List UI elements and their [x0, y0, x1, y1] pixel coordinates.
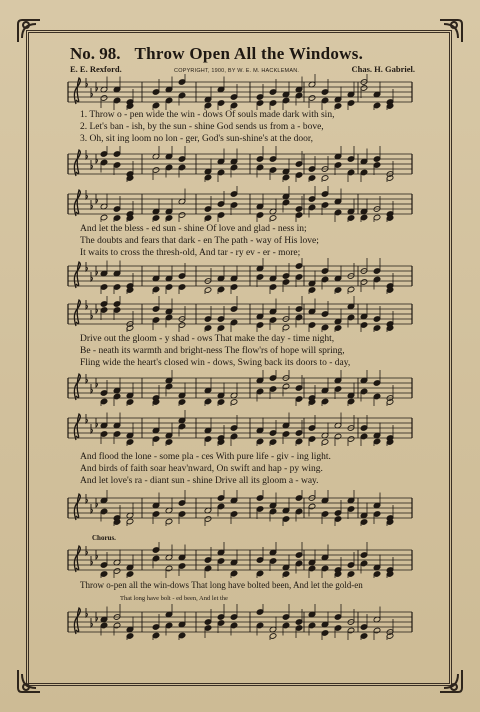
chorus-lyric-line: Throw o-pen all the win-dows That long have bolted been, And let the gold-en	[80, 580, 363, 590]
music-staff-treble	[64, 186, 416, 222]
verse-3-line-4: And let love's ra - diant sun - shine Drive all its gloom a - way.	[80, 476, 319, 486]
composer: Chas. H. Gabriel.	[351, 64, 415, 74]
verse-1-line-2: And let the bless - ed sun - shine Of love and glad - ness in;	[80, 224, 307, 234]
music-staff-treble	[64, 74, 416, 110]
verse-3-line-2: It waits to cross the thresh-old, And tar - ry ev - er - more;	[80, 248, 301, 258]
music-staff-bass	[64, 258, 416, 294]
hymn-title: Throw Open All the Windows.	[134, 44, 364, 63]
corner-ornament-icon	[14, 16, 44, 46]
music-staff-bass	[64, 146, 416, 182]
verse-1-line-3: Drive out the gloom - y shad - ows That make the day - time night,	[80, 334, 335, 344]
verse-2-line-2: The doubts and fears that dark - en The path - way of His love;	[80, 236, 319, 246]
verse-1-line-4: And flood the lone - some pla - ces With pure life - giv - ing light.	[80, 452, 331, 462]
hymn-number: No. 98.	[70, 44, 121, 63]
copyright-notice: COPYRIGHT, 1900, BY W. E. M. HACKLEMAN.	[174, 68, 300, 74]
corner-ornament-icon	[14, 666, 44, 696]
verse-2-line-3: Be - neath its warmth and bright-ness The flow'rs of hope will spring,	[80, 346, 345, 356]
music-staff-bass	[64, 604, 416, 640]
verse-1-line-1: 1. Throw o - pen wide the win - dows Of souls made dark with sin,	[80, 110, 335, 120]
music-staff-bass	[64, 490, 416, 526]
chorus-echo-line: That long have bolt - ed been, And let the	[120, 595, 228, 602]
chorus-label: Chorus.	[92, 534, 116, 542]
corner-ornament-icon	[436, 16, 466, 46]
corner-ornament-icon	[436, 666, 466, 696]
music-staff-bass	[64, 370, 416, 406]
credits-line	[70, 64, 415, 74]
author: E. E. Rexford.	[70, 64, 122, 74]
music-staff-treble	[64, 542, 416, 578]
music-staff-treble	[64, 296, 416, 332]
hymn-header	[70, 44, 415, 64]
verse-2-line-4: And birds of faith soar heav'nward, On swift and hap - py wing.	[80, 464, 323, 474]
verse-2-line-1: 2. Let's ban - ish, by the sun - shine God sends us from a - bove,	[80, 122, 324, 132]
verse-3-line-1: 3. Oh, sit ing loom no lon - ger, God's sun-shine's at the door,	[80, 134, 314, 144]
verse-3-line-3: Fling wide the heart's closed win - dows, Swing back its doors to - day,	[80, 358, 351, 368]
music-staff-treble	[64, 410, 416, 446]
